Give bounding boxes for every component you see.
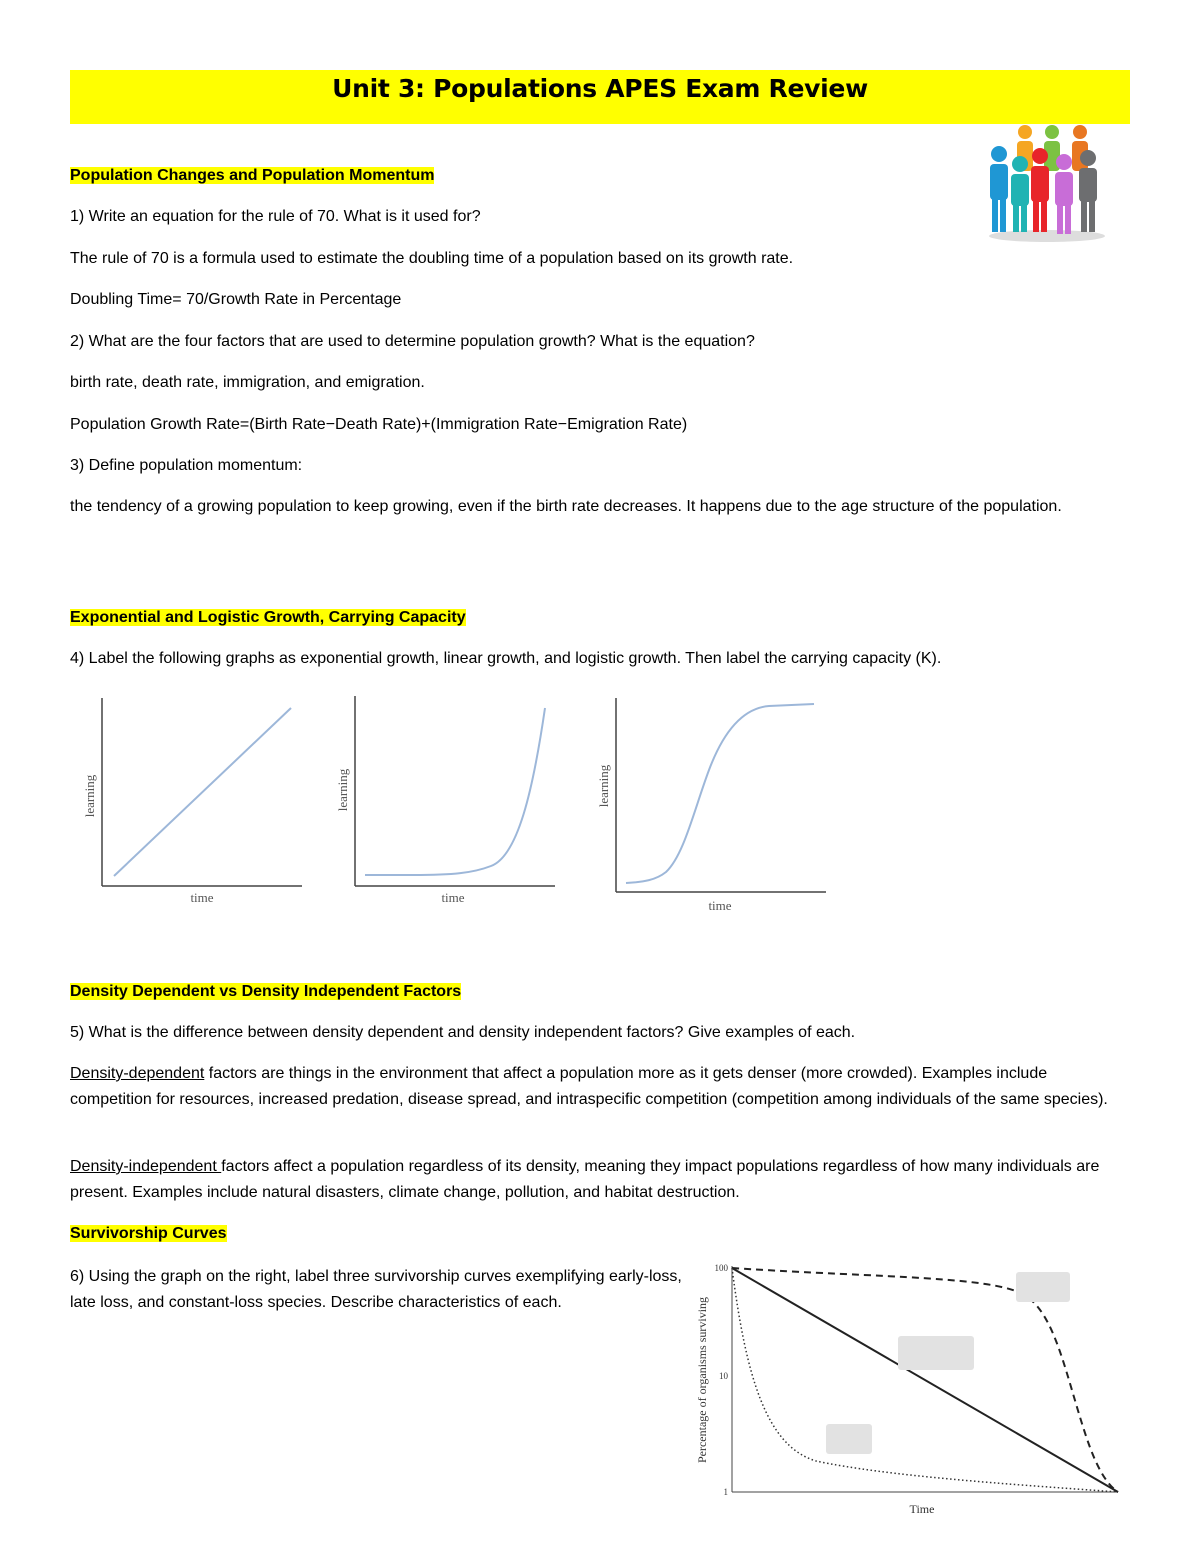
graph-exponential xyxy=(333,690,563,910)
answer-density-dependent: Density-dependent factors are things in the environment that affect a population more as it gets denser (more crowded). Examples include competition for resources, increased predation, disease spread, and intraspecific competition (competition among individuals of the same species). xyxy=(70,1065,1108,1108)
label-blank-constant-loss xyxy=(898,1336,974,1370)
y-axis-label: learning xyxy=(82,774,97,818)
section-heading-density: Density Dependent vs Density Independent Factors xyxy=(70,983,462,1000)
question-3: 3) Define population momentum: xyxy=(70,457,303,474)
people-group-icon xyxy=(984,124,1110,244)
term-density-independent: Density-independent xyxy=(70,1158,222,1175)
answer-density-independent: Density-independent factors affect a population regardless of its density, meaning they impact populations regardless of how many individuals are present. Examples include natural disasters, climate change, pollution, and habitat destruction. xyxy=(70,1158,1100,1201)
question-5: 5) What is the difference between density dependent and density independent factors? Give examples of each. xyxy=(70,1024,856,1041)
graph-logistic xyxy=(594,690,834,918)
person-figure xyxy=(990,125,1097,234)
answer-2: birth rate, death rate, immigration, and emigration. xyxy=(70,374,425,391)
x-axis-label: time xyxy=(708,898,732,913)
series-line xyxy=(626,704,814,883)
question-6: 6) Using the graph on the right, label three survivorship curves exemplifying early-loss, late loss, and constant-loss species. Describe characteristics of each. xyxy=(70,1268,682,1311)
survivorship-graph xyxy=(686,1256,1126,1520)
page-title: Unit 3: Populations APES Exam Review xyxy=(332,74,868,103)
answer-2-formula: Population Growth Rate=(Birth Rate−Death Rate)+(Immigration Rate−Emigration Rate) xyxy=(70,416,688,433)
y-axis-label: learning xyxy=(335,768,350,812)
y-axis-label: learning xyxy=(596,764,611,808)
term-density-dependent: Density-dependent xyxy=(70,1065,205,1082)
answer-1: The rule of 70 is a formula used to estimate the doubling time of a population based on its growth rate. xyxy=(70,250,794,267)
question-2: 2) What are the four factors that are used to determine population growth? What is the equation? xyxy=(70,333,755,350)
y-axis-label: Percentage of organisms surviving xyxy=(695,1296,709,1464)
section-heading-momentum: Population Changes and Population Momentum xyxy=(70,167,435,184)
series-line xyxy=(114,708,291,876)
series-line xyxy=(365,708,545,875)
answer-3: the tendency of a growing population to keep growing, even if the birth rate decreases. It happens due to the age structure of the population. xyxy=(70,498,1062,515)
y-tick-10: 10 xyxy=(719,1371,728,1381)
answer-1-formula: Doubling Time= 70/Growth Rate in Percentage xyxy=(70,291,402,308)
x-axis-label: Time xyxy=(909,1502,935,1516)
y-tick-1: 1 xyxy=(723,1487,728,1497)
question-4: 4) Label the following graphs as exponential growth, linear growth, and logistic growth. Then label the carrying capacity (K). xyxy=(70,650,942,667)
question-1: 1) Write an equation for the rule of 70. What is it used for? xyxy=(70,208,481,225)
label-blank-late-loss xyxy=(1016,1272,1070,1302)
graph-linear xyxy=(80,690,310,910)
title-banner xyxy=(70,70,1130,124)
y-tick-100: 100 xyxy=(714,1263,728,1273)
x-axis-label: time xyxy=(190,890,214,905)
x-axis-label: time xyxy=(441,890,465,905)
section-heading-growth: Exponential and Logistic Growth, Carrying Capacity xyxy=(70,609,466,626)
label-blank-early-loss xyxy=(826,1424,872,1454)
section-heading-survivorship: Survivorship Curves xyxy=(70,1225,227,1242)
